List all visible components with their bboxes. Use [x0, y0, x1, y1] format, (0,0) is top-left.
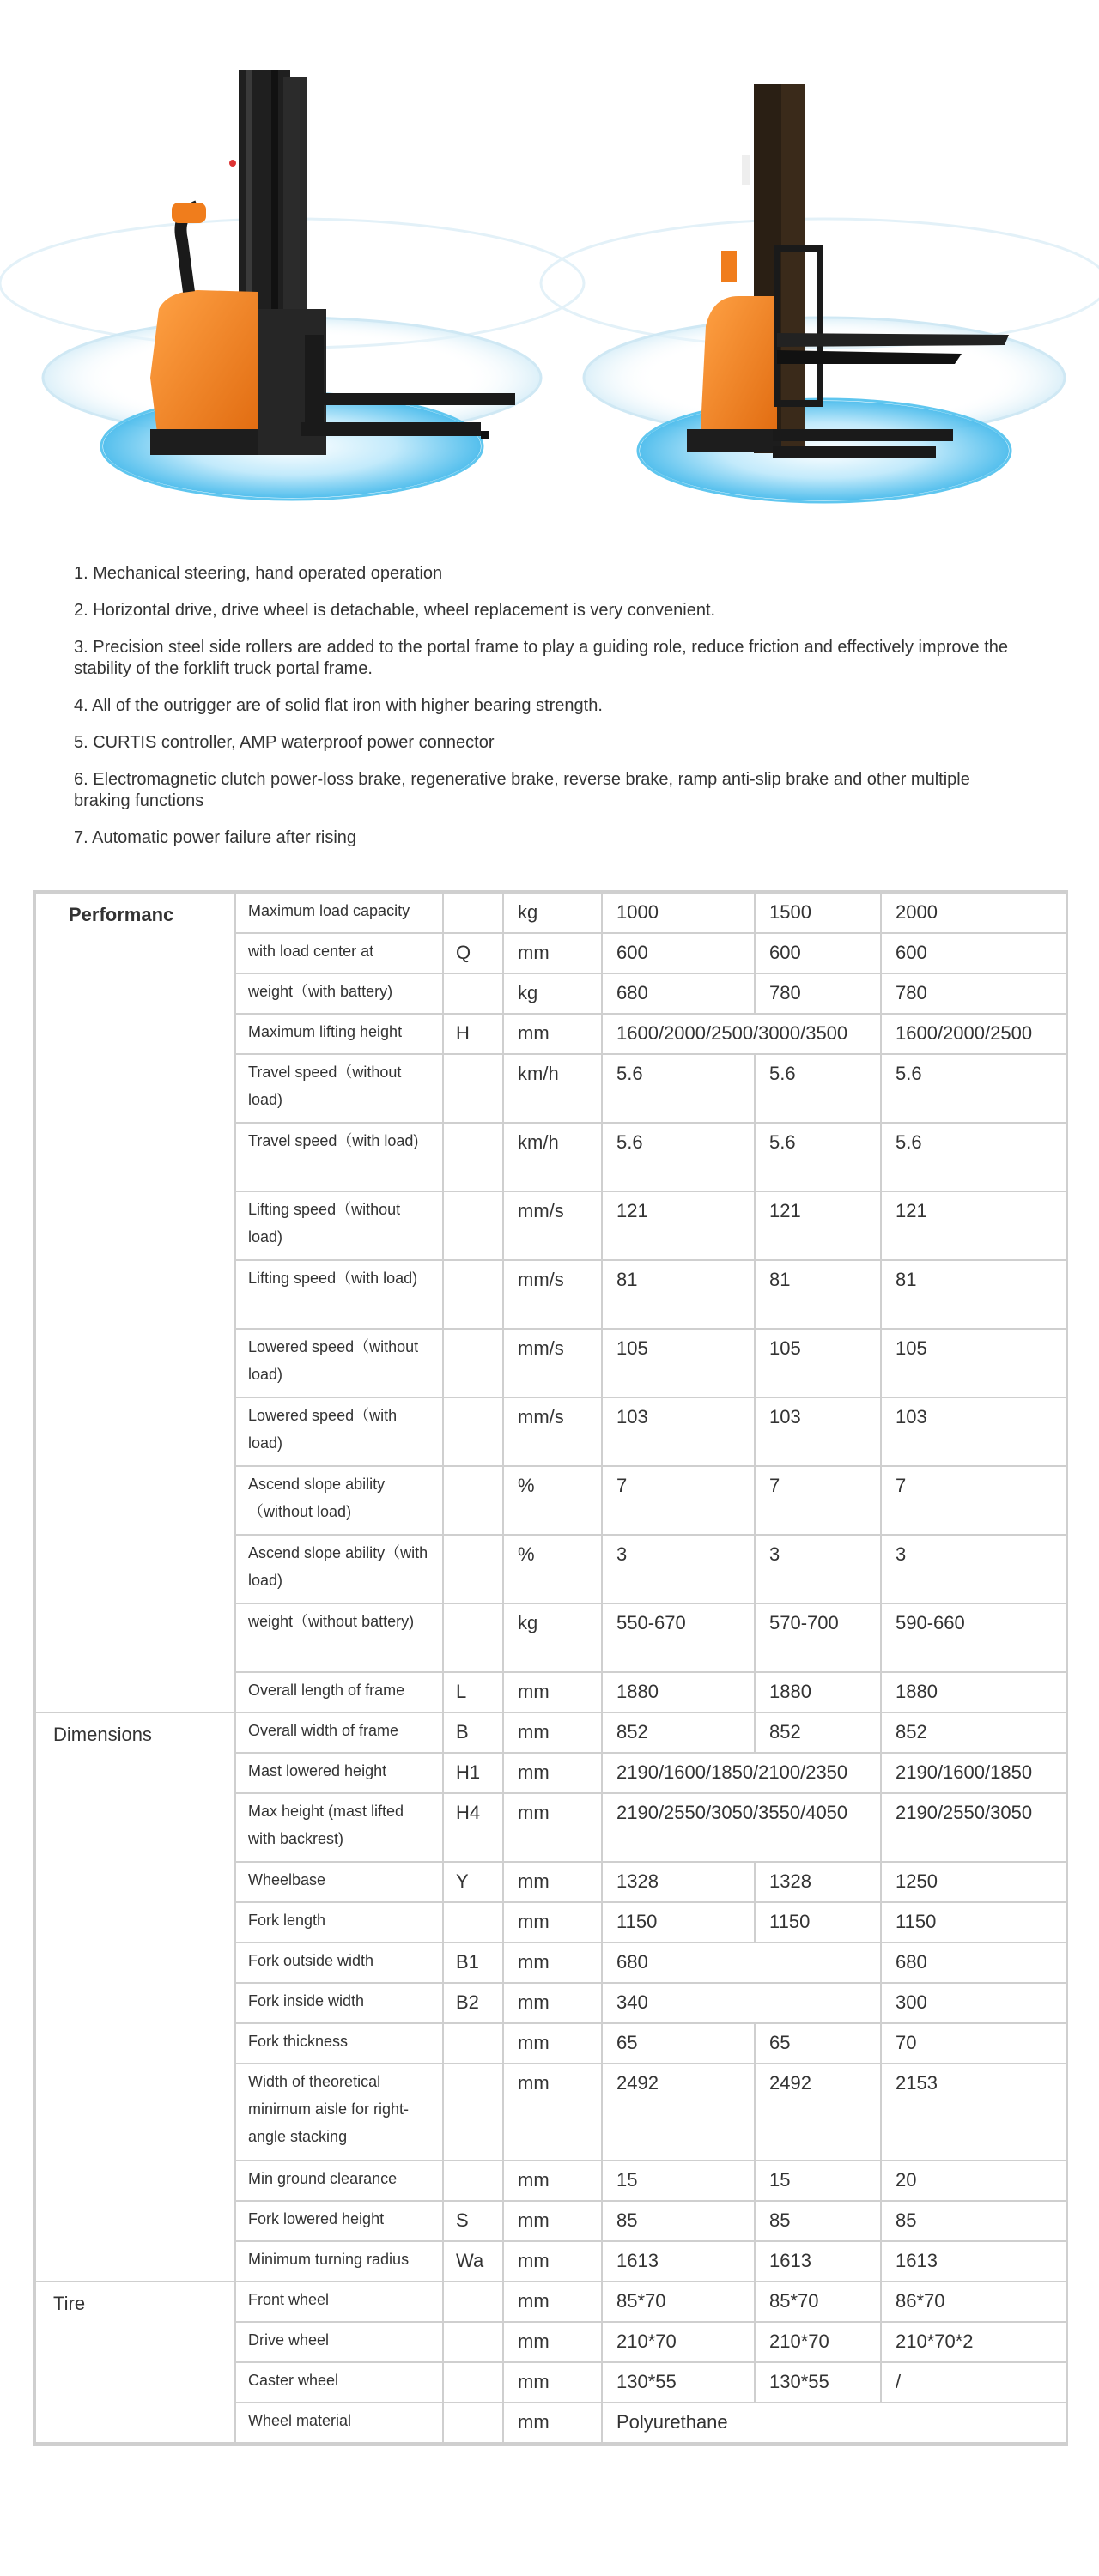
spec-value-1500kg: 1150 — [755, 1902, 881, 1943]
spec-value-1000kg: 852 — [602, 1712, 755, 1753]
spec-item-label: Travel speed（with load) — [235, 1123, 443, 1191]
spec-value-1000kg: 680 — [602, 973, 755, 1014]
spec-unit: mm — [503, 2064, 602, 2161]
spec-item-label: Ascend slope ability（without load) — [235, 1466, 443, 1535]
spec-value-1500kg: 210*70 — [755, 2322, 881, 2362]
spec-value-2000kg: 85 — [881, 2201, 1067, 2241]
spec-symbol — [443, 1535, 503, 1603]
spec-unit: kg — [503, 893, 602, 933]
spec-unit: mm — [503, 2282, 602, 2322]
section-label-tire: Tire — [35, 2282, 235, 2443]
spec-symbol: L — [443, 1672, 503, 1712]
spec-item-label: weight（with battery) — [235, 973, 443, 1014]
spec-item-label: Fork lowered height — [235, 2201, 443, 2241]
spec-item-label: Fork thickness — [235, 2023, 443, 2064]
spec-value-1500kg: 121 — [755, 1191, 881, 1260]
spec-value-1500kg: 780 — [755, 973, 881, 1014]
spec-value-1000kg: 65 — [602, 2023, 755, 2064]
spec-symbol — [443, 2403, 503, 2443]
spec-unit: mm — [503, 2241, 602, 2282]
spec-value-1500kg: 3 — [755, 1535, 881, 1603]
spec-value-1000kg: 2492 — [602, 2064, 755, 2161]
spec-unit: mm — [503, 1672, 602, 1712]
spec-item-label: Max height (mast lifted with backrest) — [235, 1793, 443, 1862]
spec-value-1000kg: 130*55 — [602, 2362, 755, 2403]
spec-item-label: Width of theoretical minimum aisle for right-angle stacking — [235, 2064, 443, 2161]
spec-value-1500kg: 5.6 — [755, 1123, 881, 1191]
spec-value-1500kg: 1500 — [755, 893, 881, 933]
spec-symbol — [443, 973, 503, 1014]
spec-unit: mm — [503, 1793, 602, 1862]
spec-symbol — [443, 2064, 503, 2161]
spec-symbol: H4 — [443, 1793, 503, 1862]
spec-table — [33, 890, 1068, 2446]
spec-value-1500kg: 65 — [755, 2023, 881, 2064]
spec-unit: mm — [503, 1014, 602, 1054]
spec-value-1000kg: 85 — [602, 2201, 755, 2241]
spec-symbol — [443, 1054, 503, 1123]
spec-item-label: Maximum load capacity — [235, 893, 443, 933]
spec-item-label: Overall length of frame — [235, 1672, 443, 1712]
spec-value-2000kg: 5.6 — [881, 1054, 1067, 1123]
spec-value-1000kg: 600 — [602, 933, 755, 973]
spec-item-label: Travel speed（without load) — [235, 1054, 443, 1123]
spec-symbol — [443, 2023, 503, 2064]
spec-unit: mm/s — [503, 1191, 602, 1260]
spec-value-2000kg: 103 — [881, 1397, 1067, 1466]
spec-symbol — [443, 1603, 503, 1672]
spec-value-1500kg: 7 — [755, 1466, 881, 1535]
spec-value-2000kg: 1613 — [881, 2241, 1067, 2282]
spec-value-merged: 2190/2550/3050/3550/4050 — [602, 1793, 881, 1862]
spec-value-1000kg: 3 — [602, 1535, 755, 1603]
spec-item-label: Fork length — [235, 1902, 443, 1943]
feature-list — [74, 563, 1027, 864]
spec-value-1000kg: 85*70 — [602, 2282, 755, 2322]
spec-value-2000kg: 2153 — [881, 2064, 1067, 2161]
feature-item: 5. CURTIS controller, AMP waterproof power connector — [74, 733, 495, 752]
feature-item: 4. All of the outrigger are of solid flat iron with higher bearing strength. — [74, 696, 603, 715]
spec-value-1500kg: 1880 — [755, 1672, 881, 1712]
spec-value-1500kg: 1613 — [755, 2241, 881, 2282]
feature-item: 3. Precision steel side rollers are added to the portal frame to play a guiding role, reduce friction and effectively improve the stability of the forklift truck portal frame. — [74, 638, 1008, 678]
spec-value-merged: 680 — [602, 1943, 881, 1983]
spec-value-2000kg: 121 — [881, 1191, 1067, 1260]
spec-value-2000kg: 5.6 — [881, 1123, 1067, 1191]
spec-unit: km/h — [503, 1123, 602, 1191]
spec-value-2000kg: 600 — [881, 933, 1067, 973]
spec-value-2000kg: 2000 — [881, 893, 1067, 933]
spec-value-2000kg: 3 — [881, 1535, 1067, 1603]
spec-value-1500kg: 570-700 — [755, 1603, 881, 1672]
spec-symbol: B — [443, 1712, 503, 1753]
spec-value-1000kg: 105 — [602, 1329, 755, 1397]
spec-value-1500kg: 81 — [755, 1260, 881, 1329]
spec-unit: mm — [503, 933, 602, 973]
spec-value-1500kg: 15 — [755, 2161, 881, 2201]
spec-value-1500kg: 852 — [755, 1712, 881, 1753]
spec-item-label: Lowered speed（without load) — [235, 1329, 443, 1397]
spec-unit: mm — [503, 1902, 602, 1943]
spec-item-label: Lifting speed（without load) — [235, 1191, 443, 1260]
spec-value-2000kg: 210*70*2 — [881, 2322, 1067, 2362]
spec-symbol: B1 — [443, 1943, 503, 1983]
spec-item-label: Drive wheel — [235, 2322, 443, 2362]
spec-value-1500kg: 85 — [755, 2201, 881, 2241]
spec-unit: kg — [503, 1603, 602, 1672]
spec-value-1000kg: 103 — [602, 1397, 755, 1466]
spec-unit: km/h — [503, 1054, 602, 1123]
spec-unit: % — [503, 1535, 602, 1603]
spec-value-1500kg: 1328 — [755, 1862, 881, 1902]
spec-value-2000kg: 105 — [881, 1329, 1067, 1397]
spec-symbol — [443, 1191, 503, 1260]
spec-value-2000kg: 780 — [881, 973, 1067, 1014]
feature-item: 6. Electromagnetic clutch power-loss brake, regenerative brake, reverse brake, ramp anti-slip brake and other multiple braking functions — [74, 770, 970, 810]
spec-item-label: Ascend slope ability（with load) — [235, 1535, 443, 1603]
spec-symbol: H1 — [443, 1753, 503, 1793]
spec-symbol — [443, 1466, 503, 1535]
spec-value-2000kg: 590-660 — [881, 1603, 1067, 1672]
spec-value-merged: Polyurethane — [602, 2403, 1067, 2443]
spec-unit: mm — [503, 2201, 602, 2241]
spec-unit: mm — [503, 1983, 602, 2023]
spec-value-1000kg: 1880 — [602, 1672, 755, 1712]
spec-value-1500kg: 2492 — [755, 2064, 881, 2161]
spec-symbol: B2 — [443, 1983, 503, 2023]
spec-value-1500kg: 85*70 — [755, 2282, 881, 2322]
spec-unit: mm — [503, 2362, 602, 2403]
spec-symbol — [443, 893, 503, 933]
spec-value-1500kg: 130*55 — [755, 2362, 881, 2403]
spec-symbol — [443, 1329, 503, 1397]
spec-item-label: weight（without battery) — [235, 1603, 443, 1672]
spec-unit: mm — [503, 1862, 602, 1902]
spec-value-2000kg: 7 — [881, 1466, 1067, 1535]
spec-symbol: S — [443, 2201, 503, 2241]
spec-value-1000kg: 1000 — [602, 893, 755, 933]
spec-symbol — [443, 1123, 503, 1191]
spec-item-label: Maximum lifting height — [235, 1014, 443, 1054]
spec-value-merged: 2190/1600/1850/2100/2350 — [602, 1753, 881, 1793]
spec-value-1000kg: 5.6 — [602, 1054, 755, 1123]
spec-unit: mm — [503, 2161, 602, 2201]
section-label-performance: Performanc — [35, 893, 235, 1712]
spec-symbol: Q — [443, 933, 503, 973]
spec-unit: mm — [503, 2403, 602, 2443]
spec-unit: % — [503, 1466, 602, 1535]
spec-symbol — [443, 1260, 503, 1329]
spec-item-label: Lowered speed（with load) — [235, 1397, 443, 1466]
product-hero — [0, 0, 1099, 532]
spec-item-label: Fork inside width — [235, 1983, 443, 2023]
spec-value-1000kg: 1613 — [602, 2241, 755, 2282]
spec-value-2000kg: 1150 — [881, 1902, 1067, 1943]
spec-value-merged: 1600/2000/2500/3000/3500 — [602, 1014, 881, 1054]
spec-item-label: Wheelbase — [235, 1862, 443, 1902]
spec-unit: kg — [503, 973, 602, 1014]
table-row — [35, 1712, 1067, 1753]
right-truck-image — [541, 84, 1099, 502]
spec-value-2000kg: 1600/2000/2500 — [881, 1014, 1067, 1054]
spec-item-label: Front wheel — [235, 2282, 443, 2322]
spec-symbol — [443, 2282, 503, 2322]
spec-symbol — [443, 1902, 503, 1943]
section-label-dimensions: Dimensions — [35, 1712, 235, 2282]
spec-item-label: with load center at — [235, 933, 443, 973]
spec-value-2000kg: 86*70 — [881, 2282, 1067, 2322]
spec-value-2000kg: 2190/2550/3050 — [881, 1793, 1067, 1862]
spec-value-2000kg: 852 — [881, 1712, 1067, 1753]
spec-symbol: Wa — [443, 2241, 503, 2282]
spec-item-label: Min ground clearance — [235, 2161, 443, 2201]
spec-value-2000kg: 680 — [881, 1943, 1067, 1983]
spec-value-2000kg: 20 — [881, 2161, 1067, 2201]
spec-symbol — [443, 1397, 503, 1466]
feature-item: 7. Automatic power failure after rising — [74, 828, 357, 847]
spec-value-1000kg: 121 — [602, 1191, 755, 1260]
spec-symbol — [443, 2161, 503, 2201]
spec-item-label: Fork outside width — [235, 1943, 443, 1983]
spec-unit: mm/s — [503, 1397, 602, 1466]
spec-value-2000kg: 70 — [881, 2023, 1067, 2064]
spec-symbol: H — [443, 1014, 503, 1054]
spec-unit: mm — [503, 2023, 602, 2064]
spec-symbol — [443, 2362, 503, 2403]
spec-unit: mm/s — [503, 1329, 602, 1397]
left-truck-image — [0, 70, 584, 500]
spec-value-1000kg: 7 — [602, 1466, 755, 1535]
spec-value-1500kg: 103 — [755, 1397, 881, 1466]
spec-unit: mm/s — [503, 1260, 602, 1329]
spec-value-1000kg: 15 — [602, 2161, 755, 2201]
spec-value-1500kg: 105 — [755, 1329, 881, 1397]
spec-value-2000kg: 300 — [881, 1983, 1067, 2023]
spec-unit: mm — [503, 1712, 602, 1753]
spec-item-label: Caster wheel — [235, 2362, 443, 2403]
spec-value-1000kg: 1150 — [602, 1902, 755, 1943]
spec-unit: mm — [503, 1943, 602, 1983]
spec-symbol: Y — [443, 1862, 503, 1902]
spec-item-label: Overall width of frame — [235, 1712, 443, 1753]
spec-item-label: Minimum turning radius — [235, 2241, 443, 2282]
spec-value-1500kg: 600 — [755, 933, 881, 973]
spec-item-label: Mast lowered height — [235, 1753, 443, 1793]
spec-value-1000kg: 550-670 — [602, 1603, 755, 1672]
feature-item: 1. Mechanical steering, hand operated operation — [74, 564, 443, 583]
spec-value-1000kg: 1328 — [602, 1862, 755, 1902]
table-row — [35, 2282, 1067, 2322]
spec-unit: mm — [503, 1753, 602, 1793]
spec-value-2000kg: 81 — [881, 1260, 1067, 1329]
spec-value-2000kg: 1880 — [881, 1672, 1067, 1712]
spec-value-2000kg: 2190/1600/1850 — [881, 1753, 1067, 1793]
spec-value-1000kg: 210*70 — [602, 2322, 755, 2362]
spec-value-1500kg: 5.6 — [755, 1054, 881, 1123]
spec-symbol — [443, 2322, 503, 2362]
spec-value-1000kg: 5.6 — [602, 1123, 755, 1191]
feature-item: 2. Horizontal drive, drive wheel is detachable, wheel replacement is very convenient. — [74, 601, 716, 620]
table-row — [35, 893, 1067, 933]
spec-value-2000kg: / — [881, 2362, 1067, 2403]
spec-item-label: Lifting speed（with load) — [235, 1260, 443, 1329]
spec-value-1000kg: 81 — [602, 1260, 755, 1329]
spec-value-merged: 340 — [602, 1983, 881, 2023]
spec-value-2000kg: 1250 — [881, 1862, 1067, 1902]
spec-item-label: Wheel material — [235, 2403, 443, 2443]
spec-unit: mm — [503, 2322, 602, 2362]
